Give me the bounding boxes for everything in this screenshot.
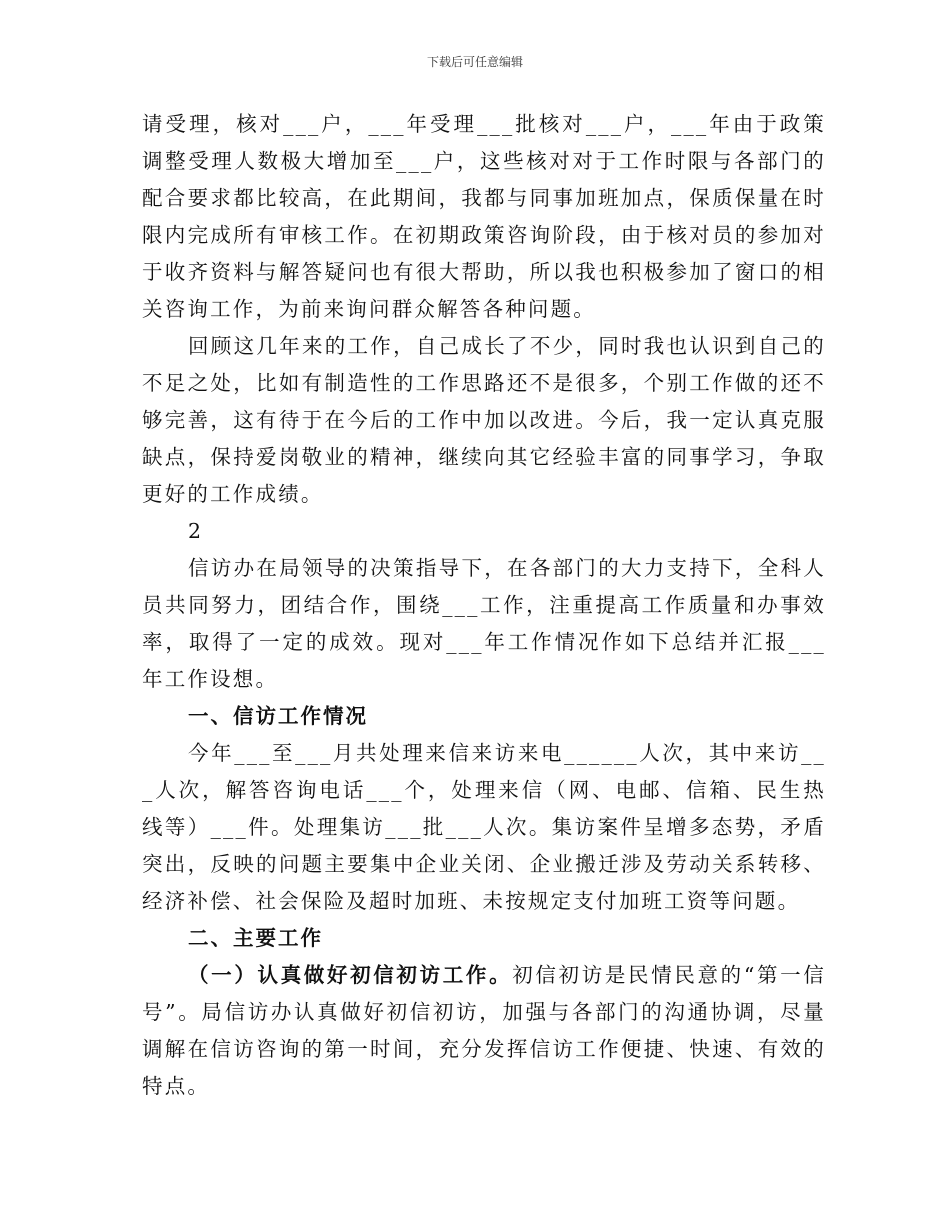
section-number: 2 — [188, 519, 202, 543]
heading-main-work: 二、主要工作 — [188, 926, 323, 950]
paragraph-5 — [142, 957, 826, 1105]
paragraph-3: 信访办在局领导的决策指导下，在各部门的大力支持下，全科人员共同努力，团结合作，围绕___工作，注重提高工作质量和办事效率，取得了一定的成效。现对___年工作情况作如下总结并汇报___年工作设想。 — [142, 556, 826, 691]
document-body — [142, 106, 826, 1105]
paragraph-5-lead: （一）认真做好初信初访工作。 — [188, 963, 513, 987]
page-header: 下载后可任意编辑 — [426, 55, 523, 69]
paragraph-5-text: 初信初访是民情民意的“第一信号”。局信访办认真做好初信初访，加强与各部门的沟通协调，尽量调解在信访咨询的第一时间，充分发挥信访工作便捷、快速、有效的特点。 — [142, 963, 826, 1098]
paragraph-1: 请受理，核对___户，___年受理___批核对___户，___年由于政策调整受理人数极大增加至___户，这些核对对于工作时限与各部门的配合要求都比较高，在此期间，我都与同事加班加点，保质保量在时限内完成所有审核工作。在初期政策咨询阶段，由于核对员的参加对于收齐资料与解答疑问也有很大帮助，所以我也积极参加了窗口的相关咨询工作，为前来询问群众解答各种问题。 — [142, 112, 826, 321]
paragraph-4: 今年___至___月共处理来信来访来电______人次，其中来访___人次，解答咨询电话___个，处理来信（网、电邮、信箱、民生热线等）___件。处理集访___批___人次。集访案件呈增多态势，矛盾突出，反映的问题主要集中企业关闭、企业搬迁涉及劳动关系转移、经济补偿、社会保险及超时加班、未按规定支付加班工资等问题。 — [142, 741, 826, 913]
paragraph-2: 回顾这几年来的工作，自己成长了不少，同时我也认识到自己的不足之处，比如有制造性的工作思路还不是很多，个别工作做的还不够完善，这有待于在今后的工作中加以改进。今后，我一定认真克服缺点，保持爱岗敬业的精神，继续向其它经验丰富的同事学习，争取更好的工作成绩。 — [142, 334, 826, 506]
heading-petition-work: 一、信访工作情况 — [188, 704, 368, 728]
